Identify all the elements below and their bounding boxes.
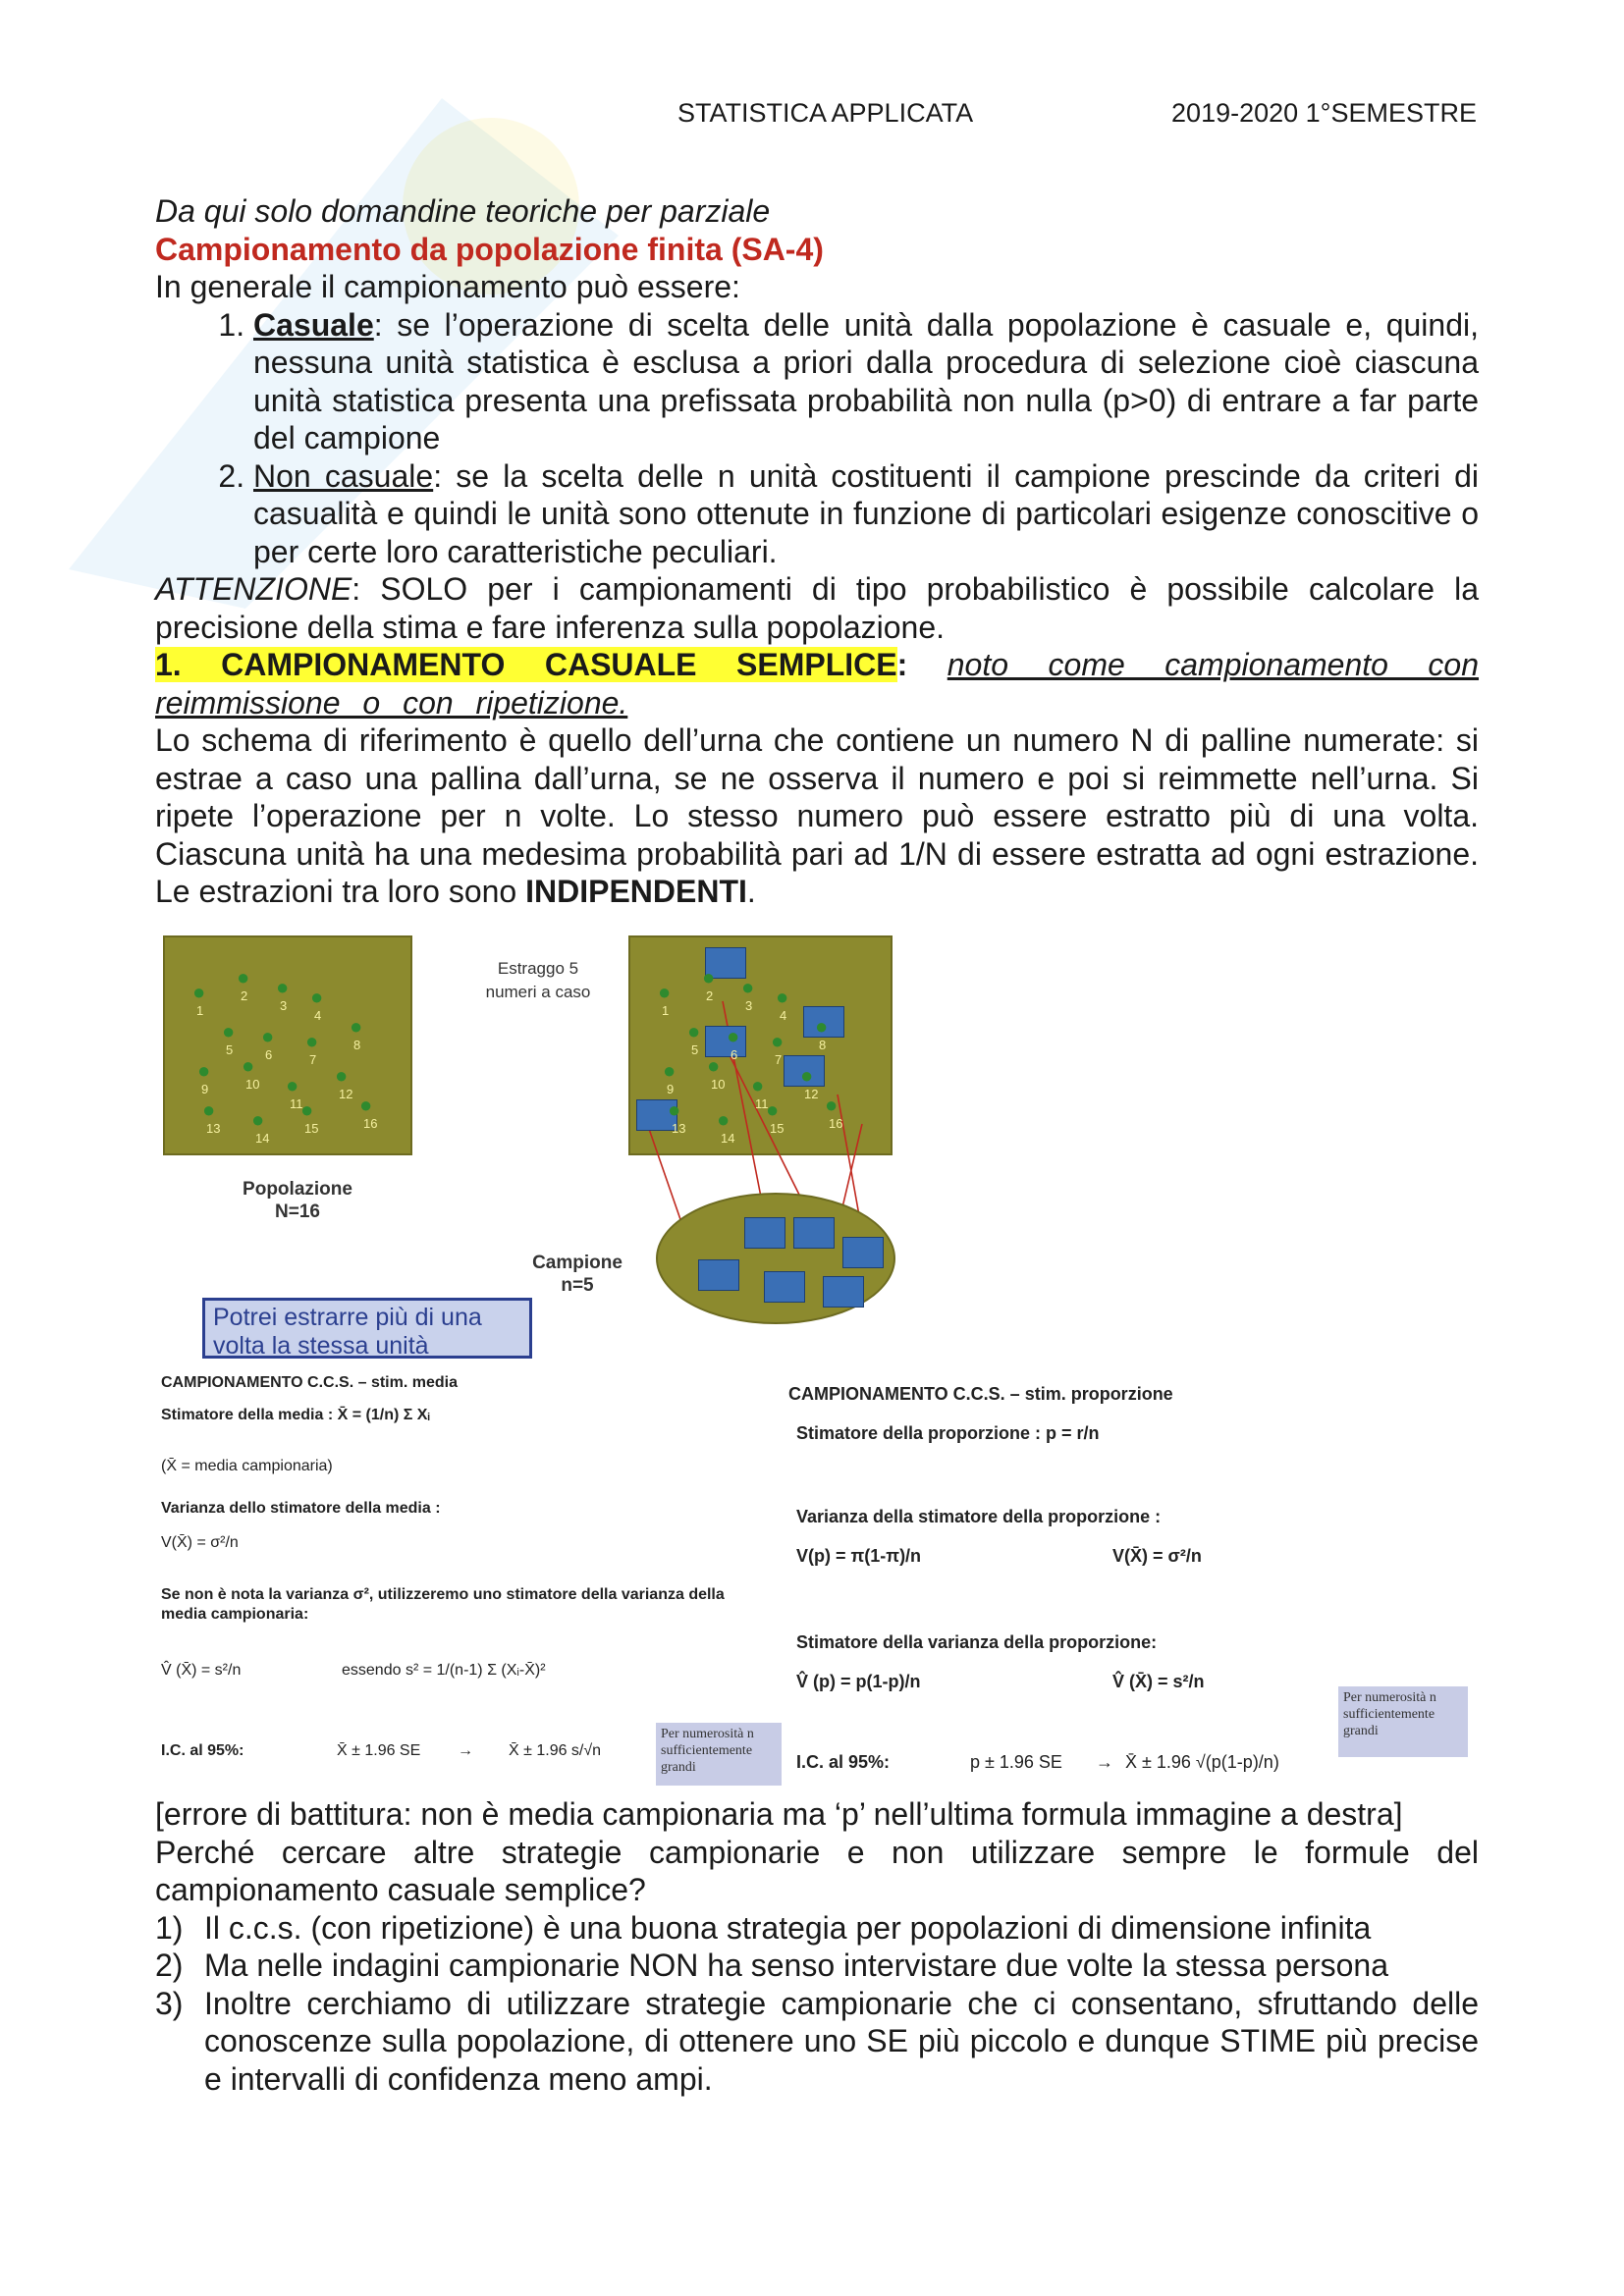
mean-var-title: Varianza dello stimatore della media : bbox=[161, 1500, 441, 1517]
unit-icon: ● bbox=[300, 1097, 314, 1122]
mean-estimator: Stimatore della media : X̄ = (1/n) Σ Xᵢ bbox=[161, 1407, 430, 1423]
unit-icon: ● bbox=[717, 1107, 731, 1132]
intro-line: Da qui solo domandine teoriche per parziale bbox=[155, 193, 771, 229]
reasons-list bbox=[155, 1909, 1479, 2099]
unit-number: 9 bbox=[667, 1082, 675, 1096]
item-number: 1) bbox=[155, 1909, 184, 1946]
unit-icon: ● bbox=[668, 1097, 681, 1122]
unit-icon: ● bbox=[741, 975, 755, 999]
unit-icon: ● bbox=[663, 1058, 677, 1083]
bottom-content bbox=[155, 1795, 1479, 2098]
mean-var-hat: V̂ (X̄) = s²/n bbox=[161, 1662, 242, 1679]
unit-icon: ● bbox=[727, 1024, 740, 1048]
unit-number: 11 bbox=[290, 1096, 303, 1111]
unit-icon: ● bbox=[310, 985, 324, 1009]
attention-label: ATTENZIONE bbox=[155, 571, 352, 607]
proportion-estimator: Stimatore della proporzione : p = r/n bbox=[796, 1423, 1100, 1443]
list-term: Non casuale bbox=[253, 457, 434, 494]
unit-icon: ● bbox=[687, 1019, 701, 1043]
section1-subtitle: noto come campionamento con reimmissione o con ripetizione. bbox=[155, 647, 1480, 721]
unit-icon: ● bbox=[751, 1073, 765, 1097]
unit-icon: ● bbox=[771, 1029, 785, 1053]
list-term: Casuale bbox=[253, 306, 374, 343]
unit-number: 14 bbox=[255, 1131, 270, 1146]
ci-right-2: X̄ ± 1.96 √(p(1-p)/n) bbox=[1125, 1752, 1279, 1772]
large-n-note-right: Per numerosità n sufficientemente grandi bbox=[1338, 1686, 1468, 1757]
list-item bbox=[253, 306, 1479, 457]
unit-number: 1 bbox=[196, 1003, 204, 1018]
section1-heading-line bbox=[155, 646, 1479, 721]
unit-icon: ● bbox=[237, 965, 250, 989]
attention-text: : SOLO per i campionamenti di tipo probabilistico è possibile calcolare la precisione della stima e fare inferenza sulla popolazione. bbox=[155, 571, 1479, 645]
sample-unit bbox=[842, 1237, 884, 1268]
unit-icon: ● bbox=[702, 965, 716, 989]
population-n-label: N=16 bbox=[275, 1201, 320, 1222]
list-item bbox=[155, 1909, 1479, 1948]
unit-icon: ● bbox=[276, 975, 290, 999]
attention-paragraph bbox=[155, 570, 1479, 646]
unit-icon: ● bbox=[251, 1107, 265, 1132]
sample-unit bbox=[744, 1217, 785, 1249]
ci-left-2: X̄ ± 1.96 s/√n bbox=[509, 1742, 602, 1759]
item-number: 3) bbox=[155, 1985, 184, 2021]
large-n-note-left: Per numerosità n sufficientemente grandi bbox=[656, 1723, 782, 1786]
urn-text: Lo schema di riferimento è quello dell’urna che contiene un numero N di palline numerate: si estrae a caso una pallina dall’urna, se ne osserva il numero e poi si reimmette nell’urna. Si ripete l’operazione per n volte. Lo stesso numero può essere estratto più di una volta. Ciascuna unità ha una medesima probabilità pari ad 1/N di essere estratta ad ogni estrazione. Le estrazioni tra loro sono bbox=[155, 722, 1479, 909]
section1-colon: : bbox=[896, 647, 908, 682]
mean-var-hat-right: V̂ (X̄) = s²/n bbox=[1112, 1672, 1205, 1691]
ci-label-left: I.C. al 95%: bbox=[161, 1742, 244, 1759]
unit-number: 14 bbox=[721, 1131, 735, 1146]
mean-var: V(X̄) = σ²/n bbox=[161, 1534, 239, 1551]
unit-number: 10 bbox=[245, 1077, 260, 1092]
unit-number: 10 bbox=[711, 1077, 726, 1092]
unit-icon: ● bbox=[335, 1063, 349, 1088]
header-semester: 2019-2020 1°SEMESTRE bbox=[1171, 98, 1477, 128]
ci-label-right: I.C. al 95%: bbox=[796, 1752, 891, 1772]
unit-number: 16 bbox=[829, 1116, 843, 1131]
mean-note: (X̄ = media campionaria) bbox=[161, 1458, 333, 1474]
indipendenti-text: INDIPENDENTI bbox=[525, 874, 747, 909]
main-content bbox=[155, 192, 1479, 911]
sample-unit bbox=[823, 1276, 864, 1308]
unit-number: 12 bbox=[804, 1087, 819, 1101]
sample-unit bbox=[793, 1217, 835, 1249]
sampling-types-list bbox=[155, 306, 1479, 571]
unit-icon: ● bbox=[197, 1058, 211, 1083]
unit-icon: ● bbox=[707, 1053, 721, 1078]
unit-number: 3 bbox=[280, 998, 288, 1013]
population-label: Popolazione bbox=[243, 1179, 352, 1200]
unit-number: 8 bbox=[819, 1038, 827, 1052]
unit-icon: ● bbox=[350, 1014, 363, 1039]
ccs-mean-title: CAMPIONAMENTO C.C.S. – stim. media bbox=[161, 1374, 458, 1391]
list-item bbox=[155, 1947, 1479, 1985]
sample-unit bbox=[764, 1271, 805, 1303]
question-paragraph: Perché cercare altre strategie campionarie e non utilizzare sempre le formule del campionamento casuale semplice? bbox=[155, 1834, 1479, 1907]
unit-number: 6 bbox=[731, 1047, 738, 1062]
proportion-var: V(p) = π(1-π)/n bbox=[796, 1546, 922, 1566]
unit-number: 2 bbox=[706, 988, 714, 1003]
proportion-var-title: Varianza della stimatore della proporzione : bbox=[796, 1507, 1162, 1526]
unit-icon: ● bbox=[800, 1063, 814, 1088]
unit-icon: ● bbox=[192, 980, 206, 1004]
period: . bbox=[746, 874, 756, 909]
unit-number: 3 bbox=[745, 998, 753, 1013]
arrow-left: → bbox=[458, 1742, 473, 1759]
unit-icon: ● bbox=[658, 980, 672, 1004]
unit-number: 4 bbox=[780, 1008, 787, 1023]
sampling-figure bbox=[155, 928, 1479, 1796]
errata-note: [errore di battitura: non è media campionaria ma ‘p’ nell’ultima formula immagine a destra] bbox=[155, 1796, 1403, 1832]
unit-number: 16 bbox=[363, 1116, 378, 1131]
item-number: 2) bbox=[155, 1948, 184, 1983]
estraggo-label: Estraggo 5 numeri a caso bbox=[485, 959, 591, 1001]
unit-number: 6 bbox=[265, 1047, 273, 1062]
unit-number: 5 bbox=[226, 1042, 234, 1057]
unit-icon: ● bbox=[305, 1029, 319, 1053]
unit-number: 2 bbox=[241, 988, 248, 1003]
unit-icon: ● bbox=[825, 1093, 839, 1117]
unit-icon: ● bbox=[766, 1097, 780, 1122]
unit-number: 13 bbox=[206, 1121, 221, 1136]
ci-left-1: X̄ ± 1.96 SE bbox=[337, 1742, 421, 1759]
repeat-note: Potrei estrarre più di una volta la stessa unità bbox=[202, 1298, 532, 1359]
intro-general: In generale il campionamento può essere: bbox=[155, 269, 740, 304]
unit-number: 15 bbox=[304, 1121, 319, 1136]
unit-number: 12 bbox=[339, 1087, 353, 1101]
unit-icon: ● bbox=[815, 1014, 829, 1039]
unit-number: 5 bbox=[691, 1042, 699, 1057]
sample-n-label: n=5 bbox=[561, 1275, 594, 1296]
unit-icon: ● bbox=[202, 1097, 216, 1122]
list-text: : se la scelta delle n unità costituenti il campione prescinde da criteri di casualità e quindi le unità sono ottenute in funzione di particolari esigenze conoscitive o per certe loro caratteristiche peculiari. bbox=[253, 457, 1480, 569]
proportion-var-hat: V̂ (p) = p(1-p)/n bbox=[796, 1672, 921, 1691]
unit-icon: ● bbox=[286, 1073, 299, 1097]
item-text: Inoltre cerchiamo di utilizzare strategie campionarie che ci consentano, sfruttando delle conoscenze sulla popolazione, di ottenere uno SE più piccolo e dunque STIME più precise e intervalli di confidenza meno ampi. bbox=[204, 1985, 1479, 2097]
list-text: : se l’operazione di scelta delle unità dalla popolazione è casuale e, quindi, nessuna unità statistica è esclusa a priori dalla procedura di selezione cioè ciascuna unità statistica presenta una prefissata probabilità non nulla (p>0) di entrare a far parte del campione bbox=[253, 306, 1479, 455]
header-title: STATISTICA APPLICATA bbox=[677, 98, 974, 128]
item-text: Il c.c.s. (con ripetizione) è una buona strategia per popolazioni di dimensione infinita bbox=[204, 1909, 1372, 1946]
sample-unit bbox=[698, 1259, 739, 1291]
unit-number: 1 bbox=[662, 1003, 670, 1018]
urn-paragraph bbox=[155, 721, 1479, 911]
unit-number: 8 bbox=[353, 1038, 361, 1052]
mean-var-right: V(X̄) = σ²/n bbox=[1112, 1546, 1202, 1566]
unit-number: 4 bbox=[314, 1008, 322, 1023]
arrow-right: → bbox=[1096, 1752, 1113, 1772]
s2-definition: essendo s² = 1/(n-1) Σ (Xᵢ-X̄)² bbox=[342, 1662, 546, 1679]
unit-number: 13 bbox=[672, 1121, 686, 1136]
section1-heading: 1. CAMPIONAMENTO CASUALE SEMPLICE bbox=[155, 647, 897, 682]
list-item bbox=[155, 1985, 1479, 2099]
list-item bbox=[253, 457, 1479, 571]
unit-number: 7 bbox=[775, 1052, 783, 1067]
unit-icon: ● bbox=[359, 1093, 373, 1117]
ccs-proportion-title: CAMPIONAMENTO C.C.S. – stim. proporzione bbox=[788, 1384, 1173, 1404]
unit-icon: ● bbox=[776, 985, 789, 1009]
unit-number: 7 bbox=[309, 1052, 317, 1067]
unknown-var-note: Se non è nota la varianza σ², utilizzeremo uno stimatore della varianza della media campionaria: bbox=[161, 1586, 725, 1623]
ci-right-1: p ± 1.96 SE bbox=[970, 1752, 1062, 1772]
proportion-var-estimator-title: Stimatore della varianza della proporzione: bbox=[796, 1632, 1158, 1652]
sample-label: Campione bbox=[532, 1253, 623, 1273]
unit-icon: ● bbox=[242, 1053, 255, 1078]
unit-number: 9 bbox=[201, 1082, 209, 1096]
unit-number: 15 bbox=[770, 1121, 785, 1136]
unit-icon: ● bbox=[261, 1024, 275, 1048]
section-heading: Campionamento da popolazione finita (SA-4) bbox=[155, 231, 824, 267]
unit-number: 11 bbox=[755, 1096, 769, 1111]
page-header bbox=[0, 98, 1624, 137]
unit-icon: ● bbox=[222, 1019, 236, 1043]
item-text: Ma nelle indagini campionarie NON ha senso intervistare due volte la stessa persona bbox=[204, 1948, 1388, 1983]
